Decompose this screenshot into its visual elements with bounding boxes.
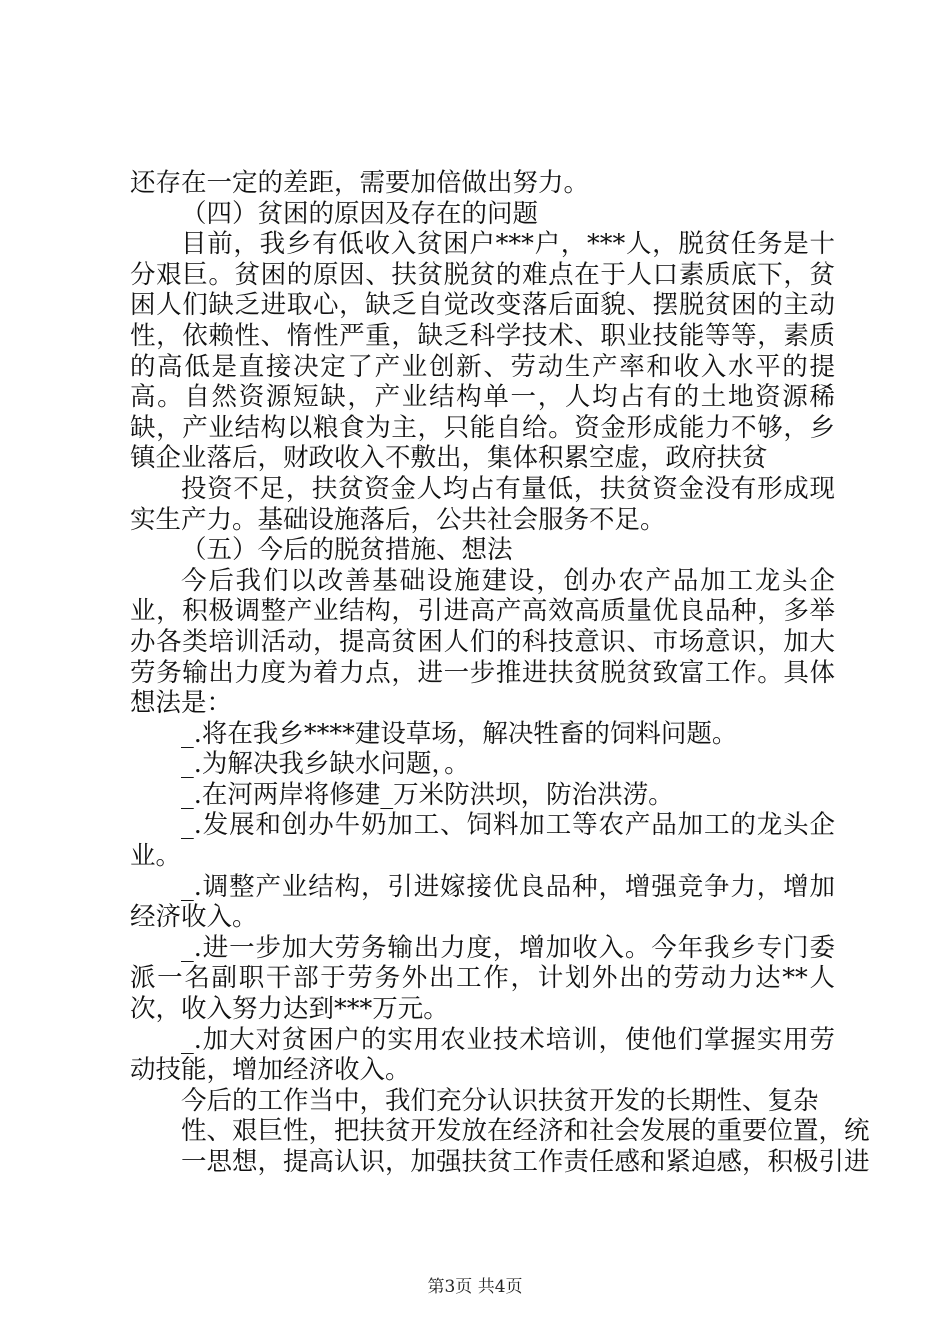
paragraph: 投资不足，扶贫资金人均占有量低，扶贫资金没有形成现实生产力。基础设施落后，公共社会服务不足。 [130,473,835,535]
paragraph: _.进一步加大劳务输出力度，增加收入。今年我乡专门委派一名副职干部于劳务外出工作，计划外出的劳动力达**人次，收入努力达到***万元。 [130,932,835,1025]
page-footer: 第3页 共4页 [427,1277,523,1297]
paragraph: 目前，我乡有低收入贫困户***户，***人，脱贫任务是十分艰巨。贫困的原因、扶贫脱贫的难点在于人口素质底下，贫困人们缺乏进取心，缺乏自觉改变落后面貌、摆脱贫困的主动性，依赖性、惰性严重，缺乏科学技术、职业技能等等，素质的高低是直接决定了产业创新、劳动生产率和收入水平的提高。自然资源短缺，产业结构单一，人均占有的土地资源稀缺，产业结构以粮食为主，只能自给。资金形成能力不够，乡镇企业落后，财政收入不敷出，集体积累空虚，政府扶贫 [130,229,835,474]
paragraph-line: 一思想，提高认识，加强扶贫工作责任感和紧迫感，积极引进 [181,1147,870,1177]
document-body [130,168,870,1178]
paragraph: 还存在一定的差距，需要加倍做出努力。 [130,168,590,198]
paragraph: _.为解决我乡缺水问题，。 [181,749,470,780]
paragraph: （四）贫困的原因及存在的问题 [181,198,539,229]
paragraph: _.发展和创办牛奶加工、饲料加工等农产品加工的龙头企业。 [130,810,835,872]
paragraph: _.调整产业结构，引进嫁接优良品种，增强竞争力，增加经济收入。 [130,871,835,933]
paragraph: _.加大对贫困户的实用农业技术培训，使他们掌握实用劳动技能，增加经济收入。 [130,1024,835,1086]
paragraph: _.将在我乡****建设草场，解决牲畜的饲料问题。 [181,718,738,749]
paragraph-line: 性、艰巨性，把扶贫开发放在经济和社会发展的重要位置，统 [181,1116,870,1147]
paragraph: （五）今后的脱贫措施、想法 [181,535,513,566]
paragraph: 今后我们以改善基础设施建设，创办农产品加工龙头企业，积极调整产业结构，引进高产高效高质量优良品种，多举办各类培训活动，提高贫困人们的科技意识、市场意识，加大劳务输出力度为着力点，进一步推进扶贫脱贫致富工作。具体想法是： [130,565,835,719]
paragraph-line: 今后的工作当中，我们充分认识扶贫开发的长期性、复杂 [181,1085,819,1116]
paragraph [130,1085,870,1178]
paragraph: _.在河两岸将修建_万米防洪坝，防治洪涝。 [181,779,674,810]
